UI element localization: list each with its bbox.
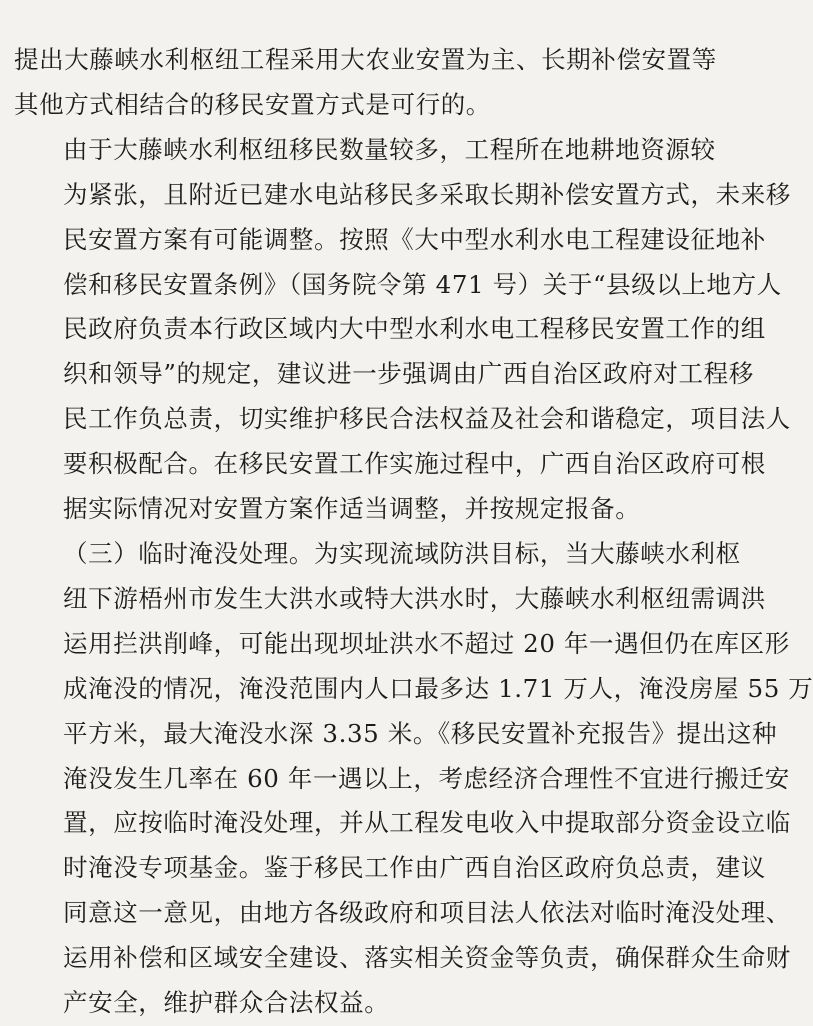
text-line: 同意这一意见，由地方各级政府和项目法人依法对临时淹没处理、	[63, 898, 791, 928]
text-line: 其他方式相结合的移民安置方式是可行的。	[14, 89, 491, 119]
text-line: 置，应按临时淹没处理，并从工程发电收入中提取部分资金设立临	[63, 808, 791, 838]
text-line: 民政府负责本行政区域内大中型水利水电工程移民安置工作的组	[63, 314, 766, 344]
text-line: 产安全，维护群众合法权益。	[63, 988, 390, 1018]
text-line: 据实际情况对安置方案作适当调整，并按规定报备。	[63, 494, 641, 524]
text-line: 运用补偿和区域安全建设、落实相关资金等负责，确保群众生命财	[63, 943, 791, 973]
text-line: 民工作负总责，切实维护移民合法权益及社会和谐稳定，项目法人	[63, 404, 791, 434]
paragraph-1	[14, 38, 717, 128]
text-line: 要积极配合。在移民安置工作实施过程中，广西自治区政府可根	[63, 449, 766, 479]
text-line: （三）临时淹没处理。为实现流域防洪目标，当大藤峡水利枢	[63, 538, 741, 568]
text-line: 民安置方案有可能调整。按照《大中型水利水电工程建设征地补	[63, 224, 766, 254]
text-line: 淹没发生几率在 60 年一遇以上，考虑经济合理性不宜进行搬迁安	[63, 763, 790, 793]
text-line: 运用拦洪削峰，可能出现坝址洪水不超过 20 年一遇但仍在库区形	[63, 628, 790, 658]
text-line: 偿和移民安置条例》（国务院令第 471 号）关于“县级以上地方人	[63, 269, 782, 299]
text-line: 织和领导”的规定，建议进一步强调由广西自治区政府对工程移	[63, 359, 754, 389]
text-line: 提出大藤峡水利枢纽工程采用大农业安置为主、长期补偿安置等	[14, 45, 717, 74]
text-line: 平方米，最大淹没水深 3.35 米。《移民安置补充报告》提出这种	[63, 718, 778, 748]
paragraph-3	[14, 532, 813, 1026]
text-line: 纽下游梧州市发生大洪水或特大洪水时，大藤峡水利枢纽需调洪	[63, 583, 766, 613]
paragraph-2	[14, 128, 791, 532]
text-line: 由于大藤峡水利枢纽移民数量较多，工程所在地耕地资源较	[63, 134, 716, 164]
text-line: 时淹没专项基金。鉴于移民工作由广西自治区政府负总责，建议	[63, 853, 766, 883]
text-line: 成淹没的情况，淹没范围内人口最多达 1.71 万人，淹没房屋 55 万	[63, 673, 813, 703]
text-line: 为紧张，且附近已建水电站移民多采取长期补偿安置方式，未来移	[63, 179, 791, 209]
